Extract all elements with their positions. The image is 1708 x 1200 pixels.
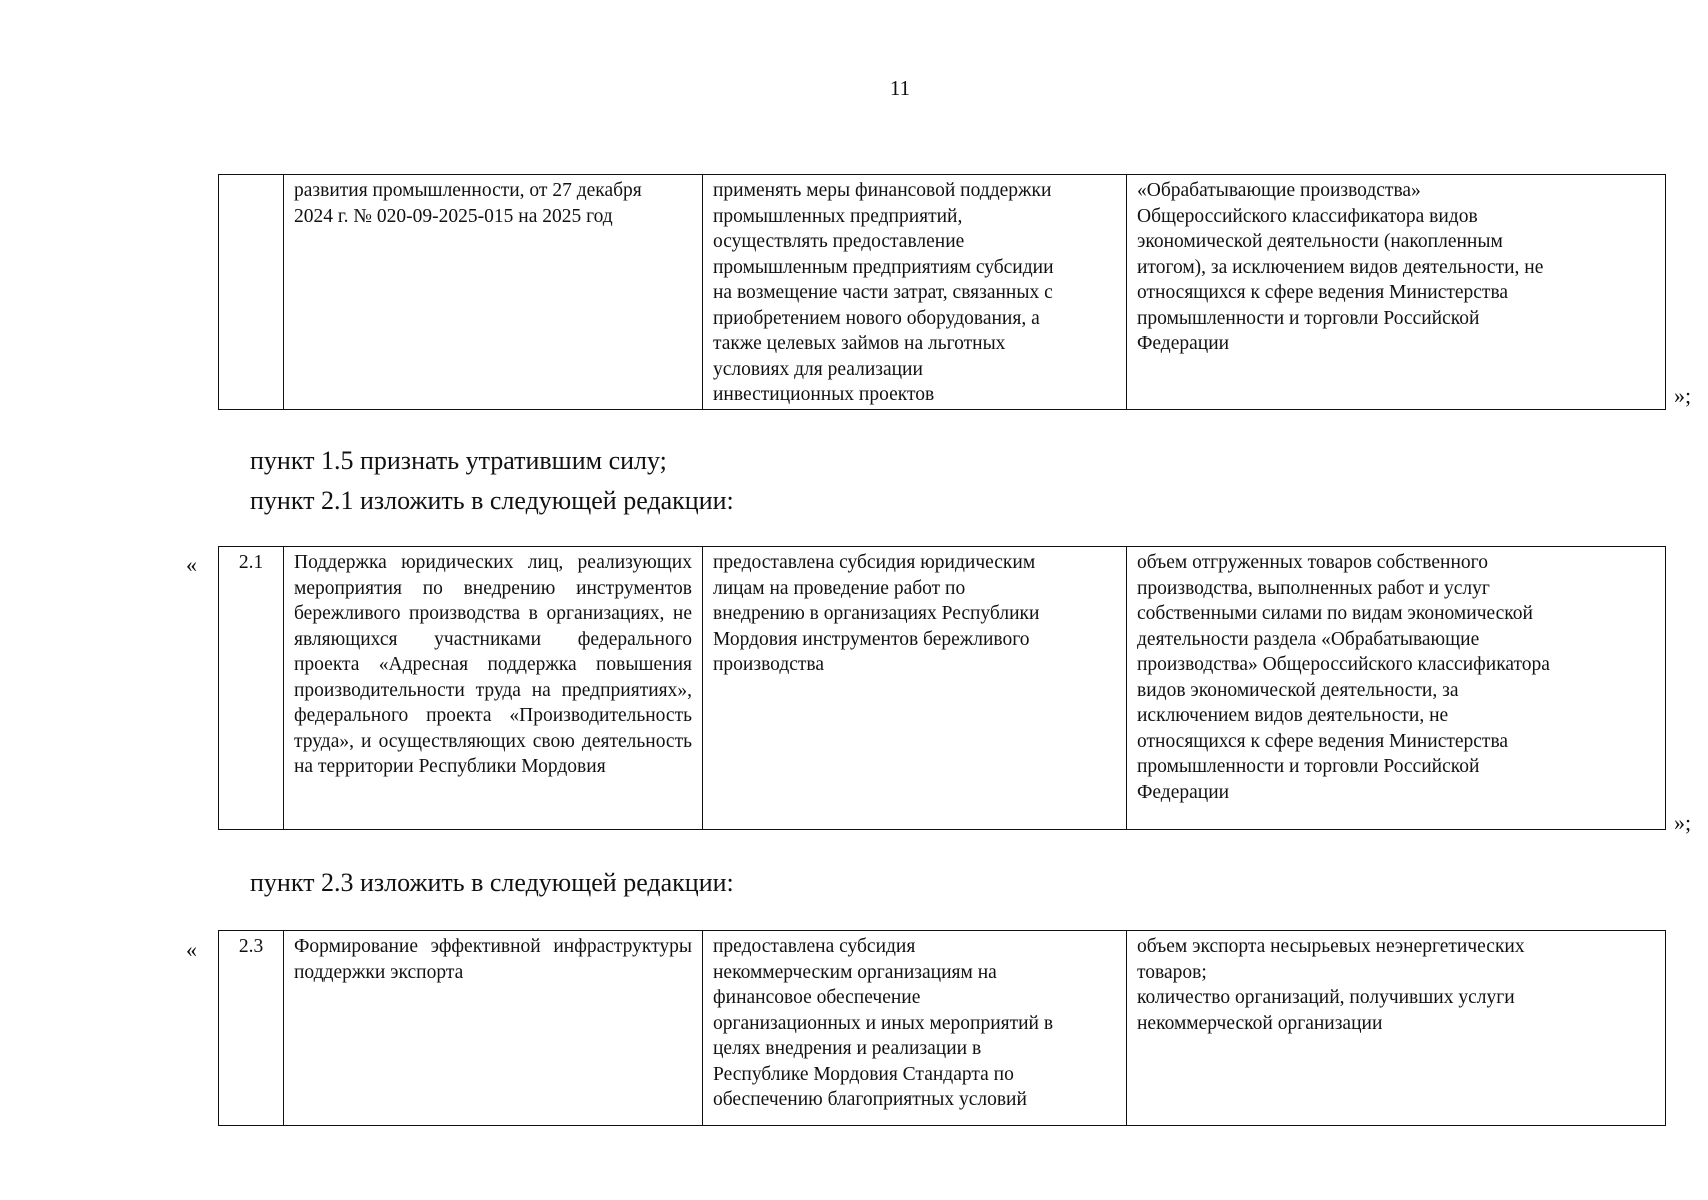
measure-result-line: осуществлять предоставление bbox=[713, 231, 965, 252]
indicator-line: «Обрабатывающие производства» bbox=[1137, 180, 1421, 201]
measures-table-2-3 bbox=[218, 930, 1666, 1126]
indicator-line: относящихся к сфере ведения Министерства bbox=[1137, 730, 1509, 752]
indicator-line: итогом), за исключением видов деятельности, не bbox=[1137, 256, 1544, 278]
measure-result-line: предоставлена субсидия bbox=[713, 936, 916, 957]
indicator-line: промышленности и торговли Российской bbox=[1137, 756, 1480, 777]
measures-table-2-1 bbox=[218, 546, 1666, 830]
indicator-line: производства, выполненных работ и услуг bbox=[1137, 577, 1490, 599]
indicator-line: относящихся к сфере ведения Министерства bbox=[1137, 282, 1509, 303]
measure-result-line: производства bbox=[713, 654, 825, 675]
measure-result-line: финансовое обеспечение bbox=[713, 987, 921, 1008]
measure-result-line: промышленным предприятиям субсидии bbox=[713, 256, 1054, 278]
measure-result-cell bbox=[703, 931, 1127, 1126]
indicator-line: объем отгруженных товаров собственного bbox=[1137, 552, 1488, 573]
close-quote: »; bbox=[1674, 810, 1692, 835]
measure-result-line: также целевых займов на льготных bbox=[713, 333, 1006, 354]
indicator-cell bbox=[1127, 931, 1666, 1126]
indicator-line: товаров; bbox=[1137, 961, 1207, 983]
indicator-line: объем экспорта несырьевых неэнергетических bbox=[1137, 936, 1525, 957]
measure-result-line: обеспечению благоприятных условий bbox=[713, 1089, 1027, 1110]
measure-result-line: условиях для реализации bbox=[713, 358, 923, 380]
page-number: 11 bbox=[889, 76, 911, 100]
indicator-line: Общероссийского классификатора видов bbox=[1137, 205, 1478, 227]
indicator-line: деятельности раздела «Обрабатывающие bbox=[1137, 628, 1480, 650]
row-number-cell: 2.1 bbox=[219, 547, 284, 830]
open-quote: « bbox=[186, 552, 197, 577]
row-number-cell: 2.3 bbox=[219, 931, 284, 1126]
indicator-line: Федерации bbox=[1137, 333, 1230, 354]
table-row bbox=[219, 931, 1666, 1126]
indicator-cell bbox=[1127, 547, 1666, 830]
measure-result-line: на возмещение части затрат, связанных с bbox=[713, 282, 1053, 303]
indicator-line: Федерации bbox=[1137, 781, 1230, 803]
indicator-line: исключением видов деятельности, не bbox=[1137, 705, 1449, 726]
measure-result-line: целях внедрения и реализации в bbox=[713, 1038, 982, 1059]
measure-result-line: Мордовия инструментов бережливого bbox=[713, 628, 1030, 650]
measure-name-cell bbox=[284, 931, 703, 1126]
indicator-line: промышленности и торговли Российской bbox=[1137, 307, 1480, 329]
measure-result-line: промышленных предприятий, bbox=[713, 205, 963, 227]
indicator-line: производства» Общероссийского классификатора bbox=[1137, 654, 1550, 675]
measure-name-cell: Поддержка юридических лиц, реализующих мероприятия по внедрению инструментов бережливого производства в организациях, не являющихся участниками федерального проекта «Адресная поддержка повышения производительности труда на предприятиях», федерального проекта «Производительность труда», и осуществляющих свою деятельность на территории Республики Мордовия bbox=[284, 547, 703, 830]
measure-result-line: Республике Мордовия Стандарта по bbox=[713, 1063, 1014, 1085]
measure-name-cell bbox=[284, 175, 703, 410]
indicator-line: собственными силами по видам экономической bbox=[1137, 603, 1533, 624]
table-row bbox=[219, 175, 1666, 410]
measure-result-line: инвестиционных проектов bbox=[713, 384, 935, 405]
indicator-line: видов экономической деятельности, за bbox=[1137, 679, 1459, 701]
measure-result-line: применять меры финансовой поддержки bbox=[713, 180, 1052, 201]
paragraph-item-2-3: пункт 2.3 изложить в следующей редакции: bbox=[250, 868, 734, 897]
paragraph-item-1-5: пункт 1.5 признать утратившим силу; bbox=[250, 446, 667, 475]
row-number-cell bbox=[219, 175, 284, 410]
close-quote: »; bbox=[1674, 383, 1692, 408]
measures-table-continuation bbox=[218, 174, 1666, 410]
measure-result-line: внедрению в организациях Республики bbox=[713, 603, 1040, 624]
measure-result-cell bbox=[703, 175, 1127, 410]
indicator-cell bbox=[1127, 175, 1666, 410]
indicator-line: количество организаций, получивших услуги bbox=[1137, 987, 1515, 1008]
measure-result-cell bbox=[703, 547, 1127, 830]
measure-result-line: организационных и иных мероприятий в bbox=[713, 1012, 1054, 1034]
measure-result-line: лицам на проведение работ по bbox=[713, 577, 966, 599]
measure-result-line: приобретением нового оборудования, а bbox=[713, 307, 1040, 329]
paragraph-item-2-1: пункт 2.1 изложить в следующей редакции: bbox=[250, 486, 734, 515]
measure-name-line: 2024 г. № 020-09-2025-015 на 2025 год bbox=[294, 205, 613, 227]
open-quote: « bbox=[186, 937, 197, 962]
measure-result-line: некоммерческим организациям на bbox=[713, 961, 997, 983]
measure-result-line: предоставлена субсидия юридическим bbox=[713, 552, 1036, 573]
measure-name-text: Формирование эффективной инфраструктуры поддержки экспорта bbox=[294, 936, 692, 983]
indicator-line: экономической деятельности (накопленным bbox=[1137, 231, 1503, 252]
indicator-line: некоммерческой организации bbox=[1137, 1012, 1383, 1034]
measure-name-line: развития промышленности, от 27 декабря bbox=[294, 180, 642, 201]
table-row bbox=[219, 547, 1666, 830]
